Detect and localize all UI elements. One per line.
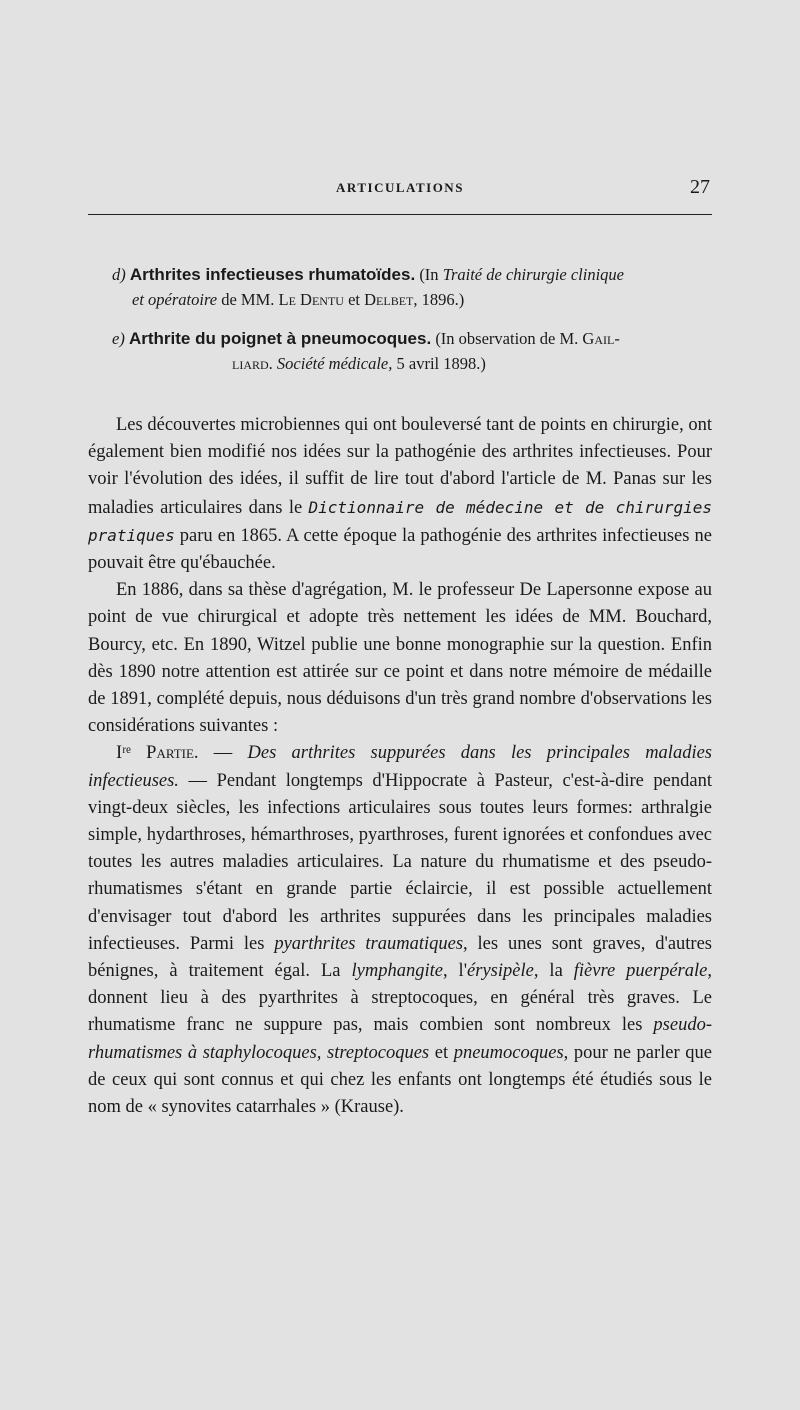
part-label: Iʳᵉ Partie. [116,743,199,764]
ref-label: e) [112,329,125,348]
ref-author: Le Dentu [278,290,344,309]
ref-in: (In observation de M. [435,329,579,348]
ref-year: , 1896.) [413,290,465,309]
italic-run: pyarthrites traumatiques [274,933,464,954]
paragraph [88,740,712,1121]
ref-source-cont: et opératoire [132,290,218,309]
ref-author: Delbet [364,290,414,309]
text-run: paru en 1865. A cette époque la pathogénie des arthrites infectieuses ne pouvait être qu'ébauchée. [88,525,712,574]
header-rule [88,214,712,215]
body-text [88,412,712,1121]
text-run: Les découvertes microbiennes qui ont bouleversé tant de points en chirurgie, ont également bien modifié nos idées sur la pathogénie des arthrites infectieuses. Pour voir l'évolution des idées, il suffit de lire tout d'abord l'article de M. Panas sur les maladies articulaires dans le [88,415,712,518]
ref-title: Arthrite du poignet à pneumocoques. [128,329,432,348]
text-run: , pour ne parler que de ceux qui sont connus et qui chez les enfants ont longtemps été étudiés sous le nom de « synovites catarrhales » (Krause). [88,1042,712,1118]
ref-author: Gail- [582,329,620,348]
ref-label: d) [112,265,126,284]
italic-run: Dictionnaire de médecine et de chirurgies pratiques [88,497,712,545]
ref-source: Traité de chirurgie clinique [442,265,625,284]
text-run: et [429,1042,454,1063]
reference-list [112,262,712,390]
text-run: , donnent lieu à des pyarthrites à streptocoques, en général très graves. Le rhumatisme franc ne suppure pas, mais combien sont nombreux les [88,961,712,1036]
text-run: — [198,743,248,764]
ref-de: de MM. [221,290,275,309]
text-run: — Pendant longtemps d'Hippocrate à Pasteur, c'est-à-dire pendant vingt-deux siècles, les infections articulaires sous toutes leurs formes: arthralgie simple, hydarthroses, hémarthroses, pyarthroses, furent ignorées et confondues avec toutes les autres maladies articulaires. La nature du rhumatisme et des pseudo-rhumatismes s'étant en grande partie éclaircie, il est possible actuellement d'envisager tout d'abord les arthrites suppurées dans les principales maladies infectieuses. Parmi les [88,770,712,954]
italic-run: érysipèle [467,961,534,982]
italic-run: pseudo-rhumatismes à staphylocoques, streptocoques [88,1015,712,1063]
text-run: , les unes sont graves, d'autres bénignes, à traitement égal. La [88,933,712,982]
text-run: , l' [442,961,468,982]
reference-item [112,326,712,376]
part-title: Des arthrites suppurées dans les principales maladies infectieuses. [88,743,712,791]
text-run: En 1886, dans sa thèse d'agrégation, M. le professeur De Lapersonne expose au point de vue chirurgical et adopte très nettement les idées de MM. Bouchard, Bourcy, etc. En 1890, Witzel publie une bonne monographie sur la question. Enfin dès 1890 notre attention est attirée sur ce point et dans notre mémoire de médaille de 1891, complété depuis, nous déduisons d'un très grand nombre d'observations les considérations suivantes : [88,580,712,737]
ref-et: et [348,290,360,309]
text-run: , la [533,961,574,982]
italic-run: fièvre puerpérale [573,961,708,982]
paragraph [88,577,712,740]
ref-date: 5 avril 1898.) [396,354,486,373]
paragraph [88,412,712,577]
page-header [88,176,712,208]
ref-source: Société médicale, [276,354,393,373]
italic-run: lymphangite [351,961,443,982]
ref-title: Arthrites infectieuses rhumatoïdes. [129,265,416,284]
italic-run: pneumocoques [453,1042,564,1063]
ref-author-cont: liard. [232,354,273,373]
ref-in: (In [419,265,439,284]
reference-item [112,262,712,312]
running-title: ARTICULATIONS [336,180,464,195]
page-number: 27 [690,176,710,198]
